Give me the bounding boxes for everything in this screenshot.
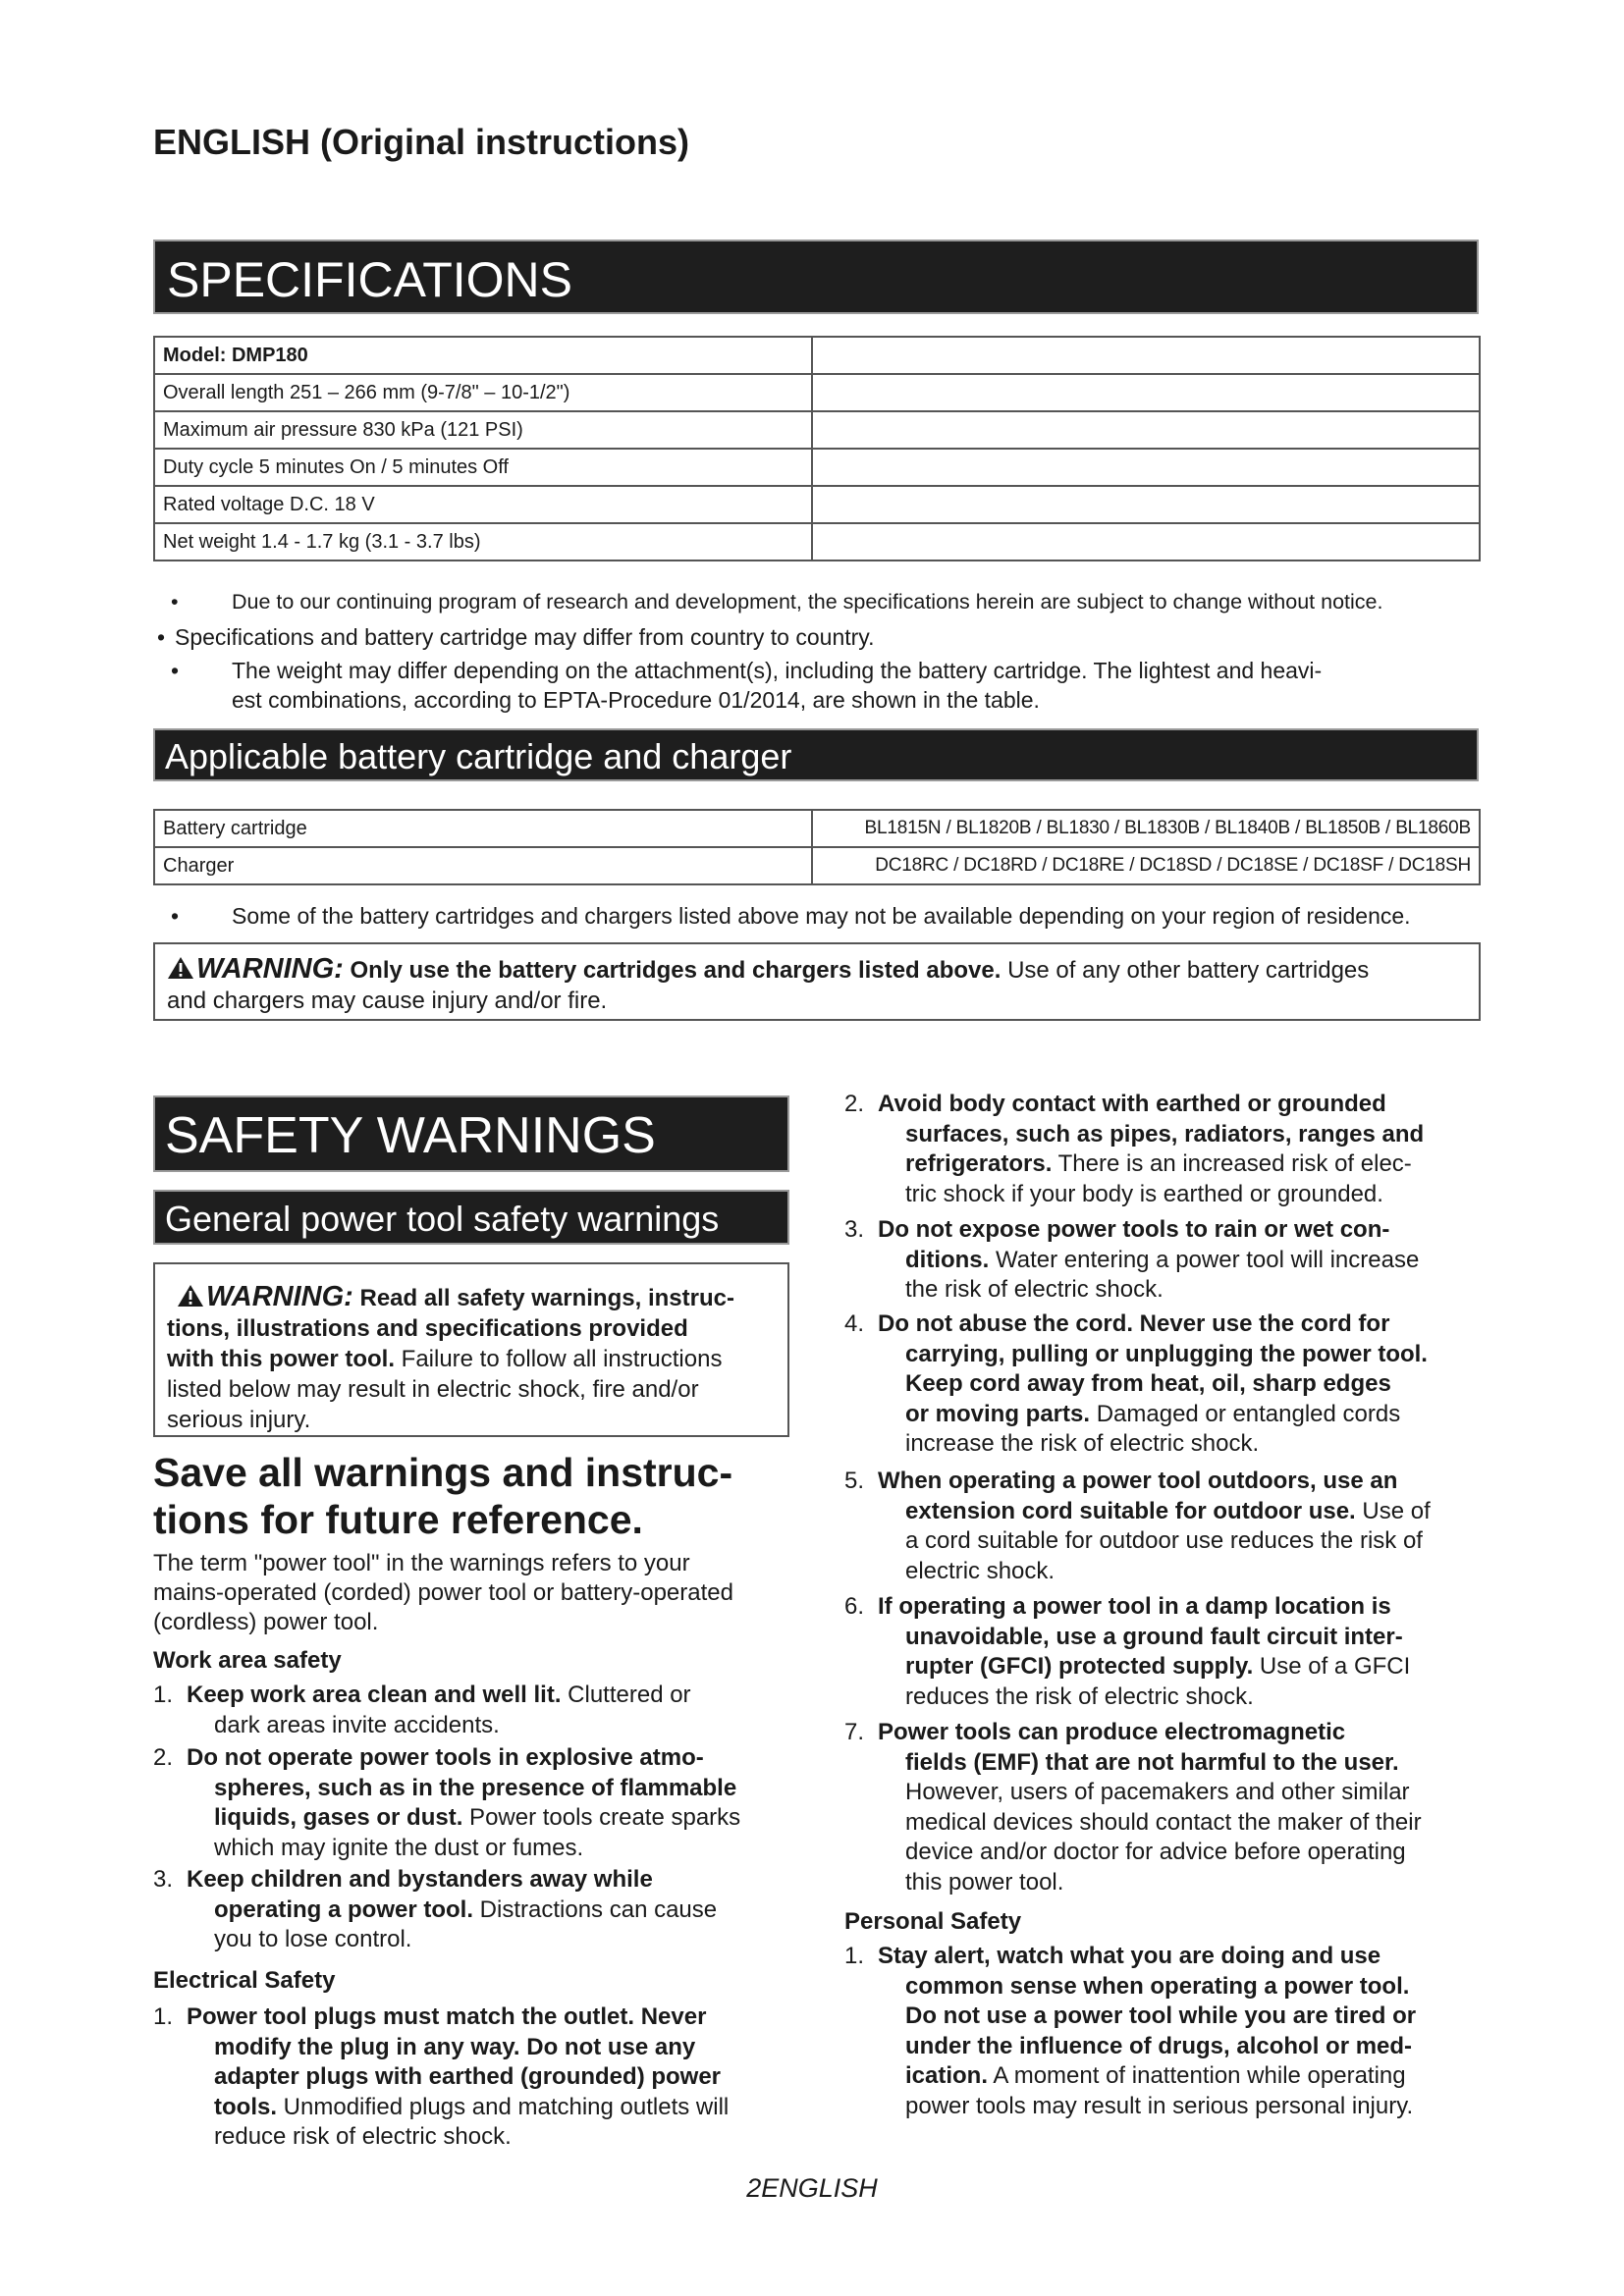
item-text: There is an increased risk of elec-	[1052, 1150, 1412, 1177]
item-text: a cord suitable for outdoor use reduces the risk of	[905, 1527, 1423, 1554]
item-text: Distractions can cause	[473, 1896, 718, 1923]
item-text: reduce risk of electric shock.	[214, 2123, 512, 2150]
intro-line: The term "power tool" in the warnings refers to your	[153, 1550, 690, 1576]
charger-row	[154, 847, 1480, 884]
item-bold-text: liquids, gases or dust.	[214, 1804, 463, 1831]
item-bold-text: ditions.	[905, 1246, 990, 1273]
item-text: device and/or doctor for advice before operating	[905, 1839, 1406, 1865]
item-number: 7.	[844, 1719, 865, 1745]
item-number: 6.	[844, 1593, 865, 1620]
item-bold-text: spheres, such as in the presence of flammable	[214, 1774, 737, 1801]
item-text: medical devices should contact the maker of their	[905, 1808, 1422, 1836]
item-text: which may ignite the dust or fumes.	[214, 1834, 584, 1861]
item-bold-text: Keep work area clean and well lit.	[187, 1682, 562, 1708]
warning-bold-text: Only use the battery cartridges and chargers listed above.	[350, 957, 1001, 984]
item-bold-text: fields (EMF) that are not harmful to the user.	[905, 1748, 1399, 1776]
item-text: electric shock.	[905, 1557, 1056, 1584]
spec-net-weight: Net weight 1.4 - 1.7 kg (3.1 - 3.7 lbs)	[154, 523, 812, 561]
list-item	[844, 1467, 1492, 1588]
spec-rated-voltage: Rated voltage D.C. 18 V	[154, 486, 812, 523]
charger-label: Charger	[154, 847, 812, 884]
spec-duty-cycle: Duty cycle 5 minutes On / 5 minutes Off	[154, 449, 812, 486]
list-item	[153, 1865, 797, 1957]
item-number: 2.	[153, 1744, 174, 1771]
item-text: the risk of electric shock.	[905, 1276, 1164, 1303]
heading-line: tions for future reference.	[153, 1497, 643, 1542]
spec-row	[154, 411, 1480, 449]
spec-empty-cell	[812, 411, 1480, 449]
item-bold-text: refrigerators.	[905, 1150, 1053, 1177]
spec-row	[154, 374, 1480, 411]
item-text: increase the risk of electric shock.	[905, 1430, 1260, 1457]
warning-bold-text: tions, illustrations and specifications provided	[167, 1315, 688, 1342]
item-text: Water entering a power tool will increase	[989, 1246, 1420, 1273]
battery-availability-note	[171, 901, 1487, 931]
electrical-safety-heading: Electrical Safety	[153, 1967, 336, 1994]
note-text-line: The weight may differ depending on the attachment(s), including the battery cartridge. The lightest and heavi-	[232, 658, 1323, 683]
item-bold-text: Avoid body contact with earthed or grounded	[878, 1091, 1386, 1117]
item-number: 1.	[153, 1682, 174, 1708]
item-bold-text: Keep cord away from heat, oil, sharp edges	[905, 1370, 1391, 1397]
intro-line: (cordless) power tool.	[153, 1609, 379, 1635]
list-item	[844, 1090, 1492, 1211]
battery-models: BL1815N / BL1820B / BL1830 / BL1830B / BL1840B / BL1850B / BL1860B	[812, 810, 1480, 847]
item-bold-text: ication.	[905, 2062, 989, 2089]
battery-row	[154, 810, 1480, 847]
safety-warnings-banner: SAFETY WARNINGS	[153, 1095, 789, 1172]
item-bold-text: operating a power tool.	[214, 1896, 474, 1923]
page-footer: 2ENGLISH	[746, 2173, 878, 2203]
battery-label: Battery cartridge	[154, 810, 812, 847]
general-safety-banner: General power tool safety warnings	[153, 1190, 789, 1245]
spec-row	[154, 486, 1480, 523]
item-text: A moment of inattention while operating	[988, 2062, 1406, 2089]
note-text-line: est combinations, according to EPTA-Procedure 01/2014, are shown in the table.	[232, 687, 1040, 713]
item-text: dark areas invite accidents.	[214, 1711, 500, 1738]
item-bold-text: carrying, pulling or unplugging the power tool.	[905, 1340, 1428, 1367]
item-number: 4.	[844, 1310, 865, 1337]
list-item	[844, 1942, 1492, 2126]
item-bold-text: or moving parts.	[905, 1400, 1091, 1427]
spec-row	[154, 337, 1480, 374]
item-text: Cluttered or	[561, 1682, 691, 1708]
spec-max-air-pressure: Maximum air pressure 830 kPa (121 PSI)	[154, 411, 812, 449]
list-item	[153, 1743, 801, 1865]
spec-overall-length: Overall length 251 – 266 mm (9-7/8" – 10-1/2")	[154, 374, 812, 411]
battery-charger-banner: Applicable battery cartridge and charger	[153, 728, 1479, 781]
intro-line: mains-operated (corded) power tool or battery-operated	[153, 1579, 733, 1606]
item-bold-text: under the influence of drugs, alcohol or med-	[905, 2032, 1413, 2059]
list-item	[844, 1718, 1492, 1902]
item-text: power tools may result in serious personal injury.	[905, 2092, 1414, 2119]
warning-bold-text: Read all safety warnings, instruc-	[359, 1285, 734, 1311]
specifications-banner: SPECIFICATIONS	[153, 240, 1479, 314]
item-bold-text: Do not operate power tools in explosive atmo-	[187, 1744, 704, 1771]
safety-warning-box	[153, 1262, 789, 1437]
list-item	[153, 1681, 797, 1741]
item-number: 1.	[844, 1943, 865, 1969]
spec-note-research	[171, 587, 1487, 616]
note-text-block	[232, 656, 1487, 715]
item-text: Power tools create sparks	[462, 1804, 741, 1831]
note-text: Due to our continuing program of research and development, the specifications herein are subject to change without notice.	[232, 590, 1383, 614]
warning-label: WARNING:	[196, 953, 344, 985]
item-number: 3.	[153, 1866, 174, 1893]
battery-charger-table	[153, 809, 1481, 885]
item-bold-text: Keep children and bystanders away while	[187, 1866, 653, 1893]
item-bold-text: Do not expose power tools to rain or wet con-	[878, 1216, 1390, 1243]
spec-row	[154, 523, 1480, 561]
spec-row	[154, 449, 1480, 486]
item-bold-text: When operating a power tool outdoors, use an	[878, 1468, 1398, 1494]
spec-empty-cell	[812, 486, 1480, 523]
bullet: •	[157, 624, 166, 650]
bullet: •	[171, 903, 180, 929]
spec-empty-cell	[812, 523, 1480, 561]
item-bold-text: tools.	[214, 2093, 277, 2120]
item-number: 1.	[153, 2003, 174, 2030]
item-bold-text: unavoidable, use a ground fault circuit inter-	[905, 1623, 1403, 1650]
warning-text: listed below may result in electric shock, fire and/or	[167, 1376, 699, 1403]
spec-empty-cell	[812, 374, 1480, 411]
item-bold-text: adapter plugs with earthed (grounded) power	[214, 2063, 722, 2090]
item-text: you to lose control.	[214, 1926, 412, 1952]
item-number: 3.	[844, 1216, 865, 1243]
warning-text: Use of any other battery cartridges	[1007, 957, 1370, 984]
spec-empty-cell	[812, 449, 1480, 486]
item-text: However, users of pacemakers and other similar	[905, 1779, 1410, 1805]
item-bold-text: surfaces, such as pipes, radiators, ranges and	[905, 1120, 1425, 1148]
item-bold-text: Power tool plugs must match the outlet. Never	[187, 2003, 707, 2030]
page-language-title: ENGLISH (Original instructions)	[153, 122, 690, 162]
personal-safety-heading: Personal Safety	[844, 1908, 1022, 1935]
item-number: 2.	[844, 1091, 865, 1117]
item-bold-text: Stay alert, watch what you are doing and use	[878, 1943, 1381, 1969]
spec-model: Model: DMP180	[154, 337, 812, 374]
item-bold-text: Do not use a power tool while you are tired or	[905, 2002, 1417, 2029]
list-item	[844, 1309, 1492, 1463]
warning-text: Failure to follow all instructions	[401, 1346, 723, 1372]
note-text: Specifications and battery cartridge may differ from country to country.	[175, 624, 875, 650]
warning-text-line2: and chargers may cause injury and/or fire.	[167, 988, 608, 1014]
item-text: reduces the risk of electric shock.	[905, 1682, 1254, 1710]
item-bold-text: common sense when operating a power tool.	[905, 1972, 1410, 2000]
item-bold-text: Do not abuse the cord. Never use the cord for	[878, 1310, 1390, 1337]
list-item	[153, 2002, 801, 2156]
item-bold-text: rupter (GFCI) protected supply.	[905, 1653, 1254, 1680]
item-bold-text: Power tools can produce electromagnetic	[878, 1719, 1346, 1745]
spec-empty-cell	[812, 337, 1480, 374]
work-area-safety-heading: Work area safety	[153, 1647, 342, 1674]
spec-note-weight	[171, 656, 1487, 715]
item-text: Use of a GFCI	[1253, 1653, 1411, 1680]
item-number: 5.	[844, 1468, 865, 1494]
item-text: Damaged or entangled cords	[1090, 1400, 1401, 1427]
item-bold-text: extension cord suitable for outdoor use.	[905, 1497, 1356, 1524]
power-tool-definition	[153, 1549, 797, 1637]
specifications-table	[153, 336, 1481, 561]
heading-line: Save all warnings and instruc-	[153, 1450, 733, 1495]
list-item	[844, 1215, 1492, 1308]
item-bold-text: If operating a power tool in a damp location is	[878, 1593, 1391, 1620]
item-text: Use of	[1355, 1497, 1431, 1524]
item-text: this power tool.	[905, 1868, 1064, 1896]
battery-warning-box	[153, 942, 1481, 1021]
note-text: Some of the battery cartridges and chargers listed above may not be available depending on your region of residence.	[232, 903, 1411, 929]
item-bold-text: modify the plug in any way. Do not use any	[214, 2033, 696, 2060]
spec-note-country	[157, 622, 1473, 652]
save-warnings-heading	[153, 1449, 791, 1543]
warning-triangle-icon	[167, 956, 194, 980]
item-text: tric shock if your body is earthed or grounded.	[905, 1180, 1383, 1207]
warning-bold-text: with this power tool.	[167, 1346, 395, 1372]
bullet: •	[171, 590, 179, 614]
warning-label: WARNING:	[206, 1281, 353, 1312]
charger-models: DC18RC / DC18RD / DC18RE / DC18SD / DC18SE / DC18SF / DC18SH	[812, 847, 1480, 884]
warning-text: serious injury.	[167, 1407, 311, 1433]
warning-triangle-icon	[177, 1284, 204, 1308]
bullet: •	[171, 658, 180, 683]
list-item	[844, 1592, 1492, 1714]
item-text: Unmodified plugs and matching outlets will	[277, 2093, 730, 2120]
